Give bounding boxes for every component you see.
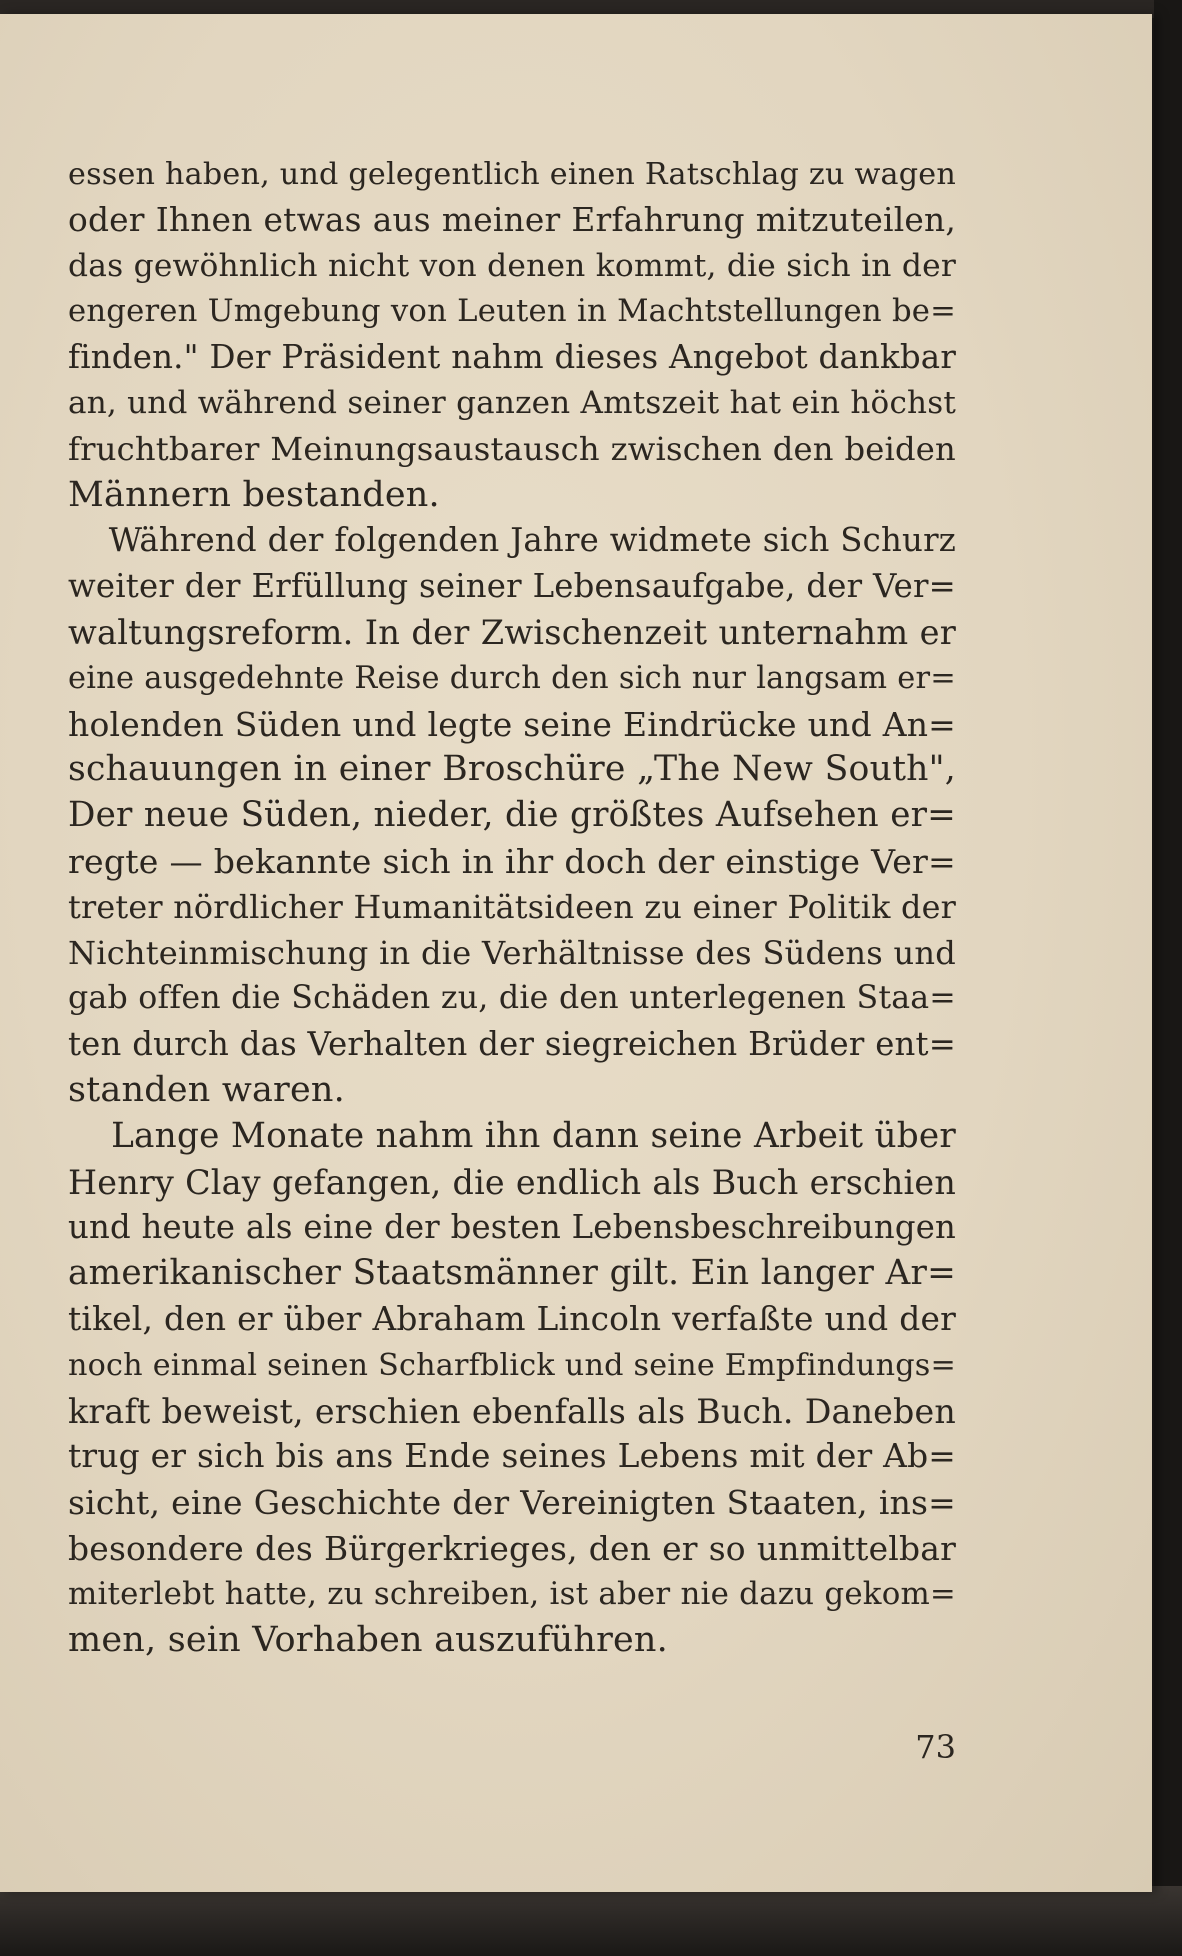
text-line: ten durch das Verhalten der siegreichen Brüder ent= (68, 1025, 956, 1064)
text-line: schauungen in einer Broschüre „The New South", (68, 749, 956, 790)
text-line: Lange Monate nahm ihn dann seine Arbeit über (111, 1115, 956, 1156)
text-line: Henry Clay gefangen, die endlich als Buch erschien (68, 1162, 956, 1202)
text-line: und heute als eine der besten Lebensbeschreibungen (68, 1208, 956, 1247)
page-number: 73 (915, 1728, 956, 1766)
text-line: oder Ihnen etwas aus meiner Erfahrung mitzuteilen, (68, 200, 956, 239)
body-text (68, 152, 956, 1663)
text-line: amerikanischer Staatsmänner gilt. Ein langer Ar= (68, 1253, 956, 1294)
text-line: men, sein Vorhaben auszuführen. (68, 1619, 668, 1660)
scan-background-bottom (0, 1886, 1182, 1956)
text-line: waltungsreform. In der Zwischenzeit unternahm er (68, 612, 956, 652)
text-line: Während der folgenden Jahre widmete sich Schurz (108, 521, 956, 560)
text-line: das gewöhnlich nicht von denen kommt, die sich in der (68, 247, 956, 284)
text-line: kraft beweist, erschien ebenfalls als Buch. Daneben (68, 1391, 956, 1431)
text-line: treter nördlicher Humanitätsideen zu einer Politik der (68, 887, 956, 926)
text-line: sicht, eine Geschichte der Vereinigten Staaten, ins= (68, 1483, 956, 1523)
text-line: miterlebt hatte, zu schreiben, ist aber nie dazu gekom= (68, 1575, 956, 1612)
book-page (0, 14, 1152, 1892)
text-line: tikel, den er über Abraham Lincoln verfaßte und der (68, 1299, 956, 1338)
text-line: holenden Süden und legte seine Eindrücke und An= (68, 704, 956, 744)
text-line: besondere des Bürgerkrieges, den er so unmittelbar (68, 1528, 956, 1568)
text-line: Nichteinmischung in die Verhältnisse des Südens und (68, 933, 956, 972)
text-line: trug er sich bis ans Ende seines Lebens mit der Ab= (68, 1437, 956, 1476)
text-line: finden." Der Präsident nahm dieses Angebot dankbar (68, 338, 956, 377)
text-line: noch einmal seinen Scharfblick und seine Empfindungs= (68, 1347, 956, 1383)
text-line: fruchtbarer Meinungsaustausch zwischen den beiden (68, 429, 956, 468)
text-line: regte — bekannte sich in ihr doch der einstige Ver= (68, 841, 956, 881)
text-line: eine ausgedehnte Reise durch den sich nur langsam er= (68, 660, 956, 696)
scan-background-right (1154, 0, 1182, 1956)
text-line: weiter der Erfüllung seiner Lebensaufgabe, der Ver= (68, 567, 956, 606)
text-line: essen haben, und gelegentlich einen Ratschlag zu wagen (68, 157, 956, 192)
text-line: Männern bestanden. (68, 474, 440, 515)
text-line: standen waren. (68, 1069, 345, 1110)
text-line: engeren Umgebung von Leuten in Machtstellungen be= (68, 294, 956, 330)
text-line: an, und während seiner ganzen Amtszeit hat ein höchst (68, 384, 956, 421)
text-line: Der neue Süden, nieder, die größtes Aufsehen er= (68, 795, 956, 836)
text-line: gab offen die Schäden zu, die den unterlegenen Staa= (68, 980, 956, 1017)
